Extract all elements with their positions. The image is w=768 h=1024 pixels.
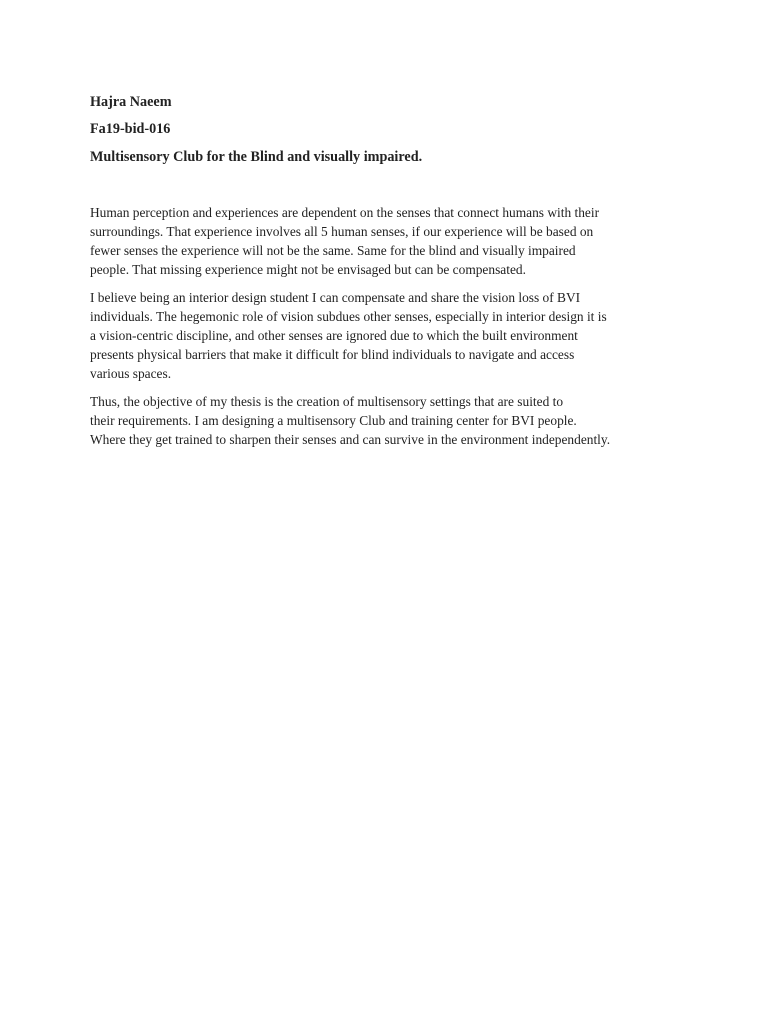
paragraph-line: various spaces.: [90, 366, 172, 381]
paragraph-line: people. That missing experience might not be envisaged but can be compensated.: [90, 262, 526, 277]
document-body: [90, 203, 690, 449]
author-name: Hajra Naeem: [90, 94, 172, 110]
document-title: Multisensory Club for the Blind and visually impaired.: [90, 149, 423, 165]
paragraph-line: presents physical barriers that make it difficult for blind individuals to navigate and access: [90, 347, 575, 362]
paragraph-line: a vision-centric discipline, and other senses are ignored due to which the built environment: [90, 328, 578, 343]
paragraph-perception: [90, 203, 690, 279]
paragraph-line: fewer senses the experience will not be the same. Same for the blind and visually impaired: [90, 243, 576, 258]
paragraph-line: I believe being an interior design student I can compensate and share the vision loss of BVI: [90, 290, 581, 305]
document-page: [90, 94, 690, 458]
paragraph-line: their requirements. I am designing a multisensory Club and training center for BVI people.: [90, 413, 577, 428]
paragraph-line: Human perception and experiences are dependent on the senses that connect humans with their: [90, 205, 600, 220]
paragraph-line: individuals. The hegemonic role of vision subdues other senses, especially in interior design it is: [90, 309, 607, 324]
paragraph-line: Where they get trained to sharpen their senses and can survive in the environment independently.: [90, 432, 611, 447]
paragraph-line: surroundings. That experience involves all 5 human senses, if our experience will be based on: [90, 224, 594, 239]
paragraph-thesis-objective: [90, 392, 690, 449]
student-id: Fa19-bid-016: [90, 121, 171, 137]
paragraph-line: Thus, the objective of my thesis is the creation of multisensory settings that are suited to: [90, 394, 564, 409]
paragraph-interior-design: [90, 288, 690, 383]
